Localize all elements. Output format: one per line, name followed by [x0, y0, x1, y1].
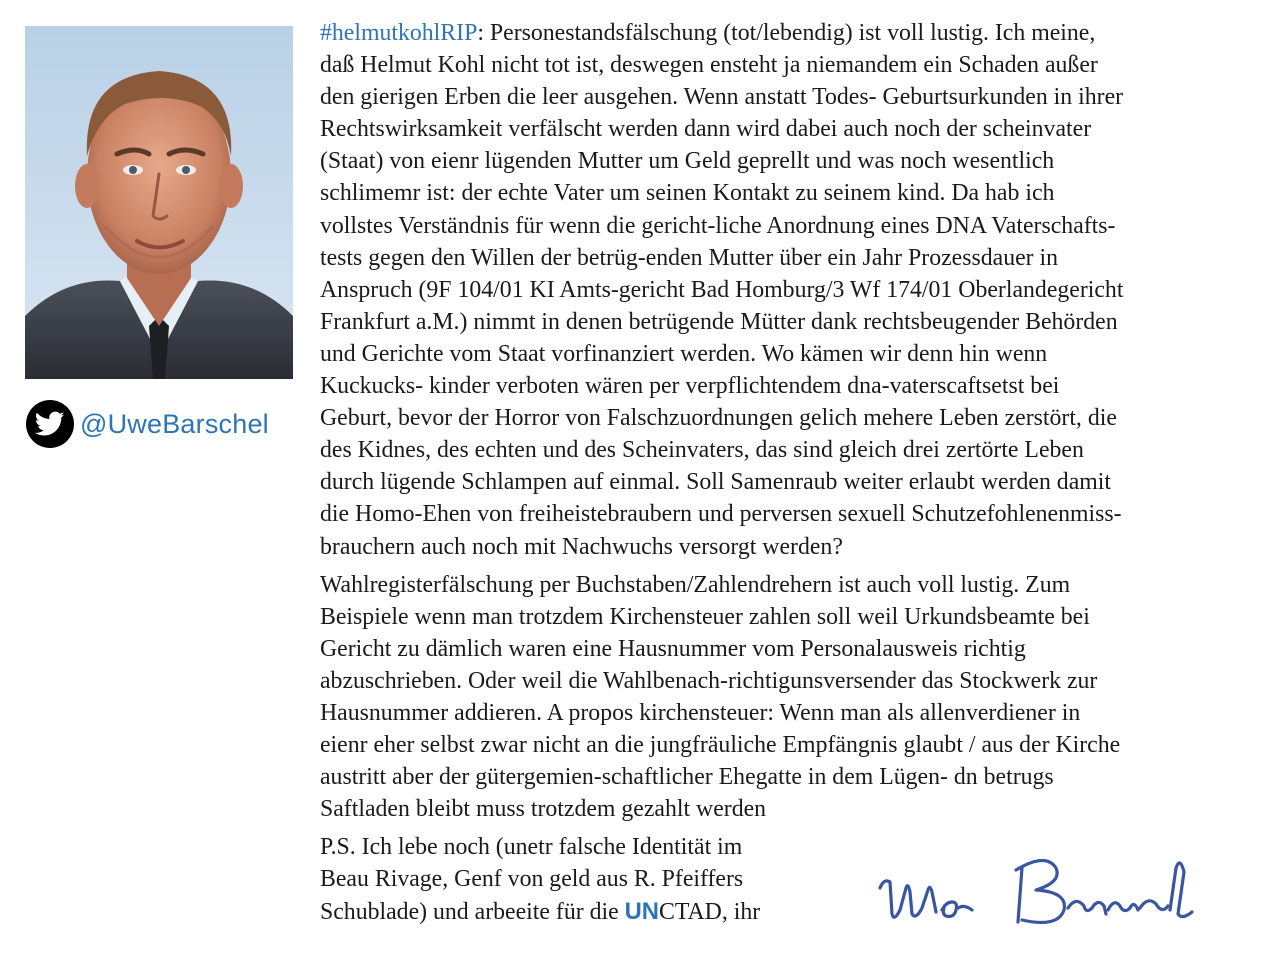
post-body: [320, 17, 1240, 934]
text-line: Beau Rivage, Genf von geld aus R. Pfeiffers: [320, 866, 744, 893]
text-line: brauchern auch noch mit Nachwuchs versorgt werden?: [320, 533, 843, 560]
text-line: die Homo-Ehen von freiheistebraubern und perversen sexuell Schutzefohlenenmiss-: [320, 501, 1122, 528]
signature: [872, 848, 1212, 938]
text-line: austritt aber der gütergemien-schaftlicher Ehegatte in dem Lügen- dn betrugs: [320, 764, 1054, 791]
text-line: Schublade) und arbeeite für die UNCTAD, ihr: [320, 897, 761, 925]
text-line: schlimemr ist: der echte Vater um seinen Kontakt zu seinem kind. Da hab ich: [320, 180, 1055, 207]
text-line: daß Helmut Kohl nicht tot ist, deswegen ensteht ja niemandem ein Schaden außer: [320, 52, 1098, 79]
text-line: Frankfurt a.M.) nimmt in denen betrügende Mütter dank rechtsbeugender Behörden: [320, 308, 1118, 335]
text-line: des Kidnes, des echten und des Scheinvaters, das sind gleich drei zertörte Leben: [320, 437, 1084, 464]
text-line: Beispiele wenn man trotzdem Kirchensteuer zahlen soll weil Urkundsbeamte bei: [320, 603, 1090, 630]
text-line: abzuschrieben. Oder weil die Wahlbenach-richtigunsversender das Stockwerk zur: [320, 667, 1098, 694]
text-line: Saftladen bleibt muss trotzdem gezahlt werden: [320, 796, 767, 823]
text-line: eienr eher selbst zwar nicht an die jungfräuliche Empfängnis glaubt / aus der Kirche: [320, 732, 1121, 759]
text-line: Wahlregisterfälschung per Buchstaben/Zahlendrehern ist auch voll lustig. Zum: [320, 571, 1071, 598]
text-line: Rechtswirksamkeit verfälscht werden dann wird dabei auch noch der scheinvater: [320, 116, 1092, 143]
text-line: Kuckucks- kinder verboten wären per verpflichtendem dna-vaterscaftsetst bei: [320, 373, 1060, 400]
text-line: Geburt, bevor der Horror von Falschzuordnungen gelich mehere Leben zerstört, die: [320, 405, 1117, 432]
hashtag-link[interactable]: #helmutkohlRIP: [320, 20, 478, 46]
text-line: tests gegen den Willen der betrüg-enden Mutter über ein Jahr Prozessdauer in: [320, 244, 1059, 271]
text-line: P.S. Ich lebe noch (unetr falsche Identität im: [320, 834, 743, 861]
text-line: (Staat) von eienr lügenden Mutter um Geld geprellt und was noch wesentlich: [320, 148, 1055, 175]
un-highlight: UN: [624, 897, 659, 925]
twitter-bird-icon: [26, 400, 74, 448]
text-line: Anspruch (9F 104/01 KI Amts-gericht Bad Homburg/3 Wf 174/01 Oberlandegericht: [320, 276, 1124, 303]
portrait-illustration: [25, 26, 293, 379]
twitter-handle[interactable]: [26, 400, 269, 448]
text-line: durch lügende Schlampen auf einmal. Soll Samenraub weiter erlaubt werden damit: [320, 469, 1111, 496]
text-line: vollstes Verständnis für wenn die gericht-liche Anordnung eines DNA Vaterschafts-: [320, 212, 1116, 239]
text-line: den gierigen Erben die leer ausgehen. Wenn anstatt Todes- Geburtsurkunden in ihrer: [320, 84, 1124, 111]
text-line: und Gerichte vom Staat vorfinanziert werden. Wo kämen wir denn hin wenn: [320, 340, 1048, 367]
paragraph-1: [320, 17, 1240, 563]
text-line: Hausnummer addieren. A propos kirchensteuer: Wenn man als allenverdiener in: [320, 699, 1081, 726]
signature-graphic: [872, 848, 1212, 938]
paragraph-2: [320, 569, 1240, 826]
profile-photo: [25, 26, 293, 379]
text-line: #helmutkohlRIP: Personestandsfälschung (tot/lebendig) ist voll lustig. Ich meine,: [320, 20, 1096, 46]
text-line: Gericht zu dämlich waren eine Hausnummer vom Personalausweis richtig: [320, 635, 1026, 662]
handle-label: @UweBarschel: [80, 408, 269, 439]
